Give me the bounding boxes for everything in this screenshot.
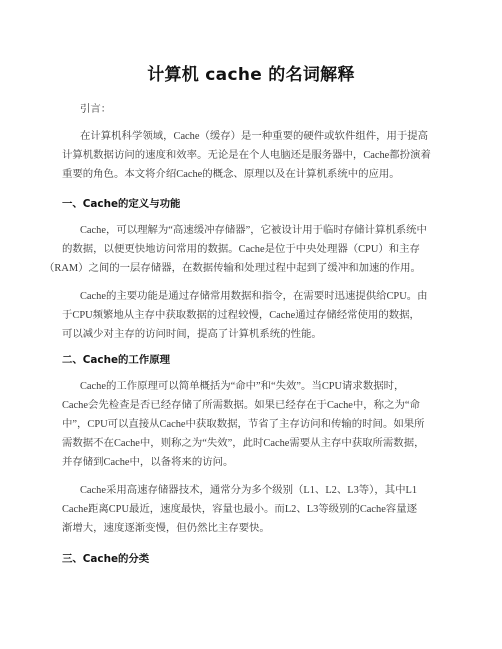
- document-title: 计算机 cache 的名词解释: [147, 65, 355, 85]
- body-line: （RAM）之间的一层存储器，在数据传输和处理过程中起到了缓冲和加速的作用。: [44, 263, 421, 274]
- intro-label: 引言：: [80, 104, 112, 115]
- section-heading: 三、Cache的分类: [62, 553, 150, 565]
- body-line: Cache的工作原理可以简单概括为“命中”和“失效”。当CPU请求数据时，: [80, 381, 405, 392]
- body-line: 渐增大，速度逐渐变慢，但仍然比主存要快。: [62, 523, 270, 534]
- body-line: 于CPU频繁地从主存中获取数据的过程较慢，Cache通过存储经常使用的数据，: [62, 310, 420, 321]
- body-line: Cache的主要功能是通过存储常用数据和指令，在需要时迅速提供给CPU。由: [80, 291, 428, 302]
- section-heading: 二、Cache的工作原理: [62, 354, 170, 366]
- intro-line: 计算机数据访问的速度和效率。无论是在个人电脑还是服务器中，Cache都扮演着: [62, 150, 431, 161]
- section-heading: 一、Cache的定义与功能: [62, 198, 181, 210]
- body-line: 并存储到Cache中，以备将来的访问。: [62, 457, 234, 468]
- body-line: Cache，可以理解为“高速缓冲存储器”，它被设计用于临时存储计算机系统中: [80, 225, 427, 236]
- body-line: Cache采用高速存储器技术，通常分为多个级别（L1、L2、L3等），其中L1: [80, 485, 418, 496]
- intro-line: 在计算机科学领域，Cache（缓存）是一种重要的硬件或软件组件，用于提高: [80, 131, 429, 142]
- intro-line: 重要的角色。本文将介绍Cache的概念、原理以及在计算机系统中的应用。: [62, 169, 400, 180]
- body-line: 的数据，以便更快地访问常用的数据。Cache是位于中央处理器（CPU）和主存: [62, 244, 420, 255]
- body-line: Cache距离CPU最近，速度最快，容量也最小。而L2、L3等级别的Cache容量逐: [62, 504, 417, 515]
- body-line: Cache会先检查是否已经存储了所需数据。如果已经存在于Cache中，称之为“命: [62, 400, 420, 411]
- body-line: 中”，CPU可以直接从Cache中获取数据，节省了主存访问和传输的时间。如果所: [62, 419, 425, 430]
- body-line: 可以减少对主存的访问时间，提高了计算机系统的性能。: [62, 329, 322, 340]
- body-line: 需数据不在Cache中，则称之为“失效”，此时Cache需要从主存中获取所需数据，: [62, 438, 425, 449]
